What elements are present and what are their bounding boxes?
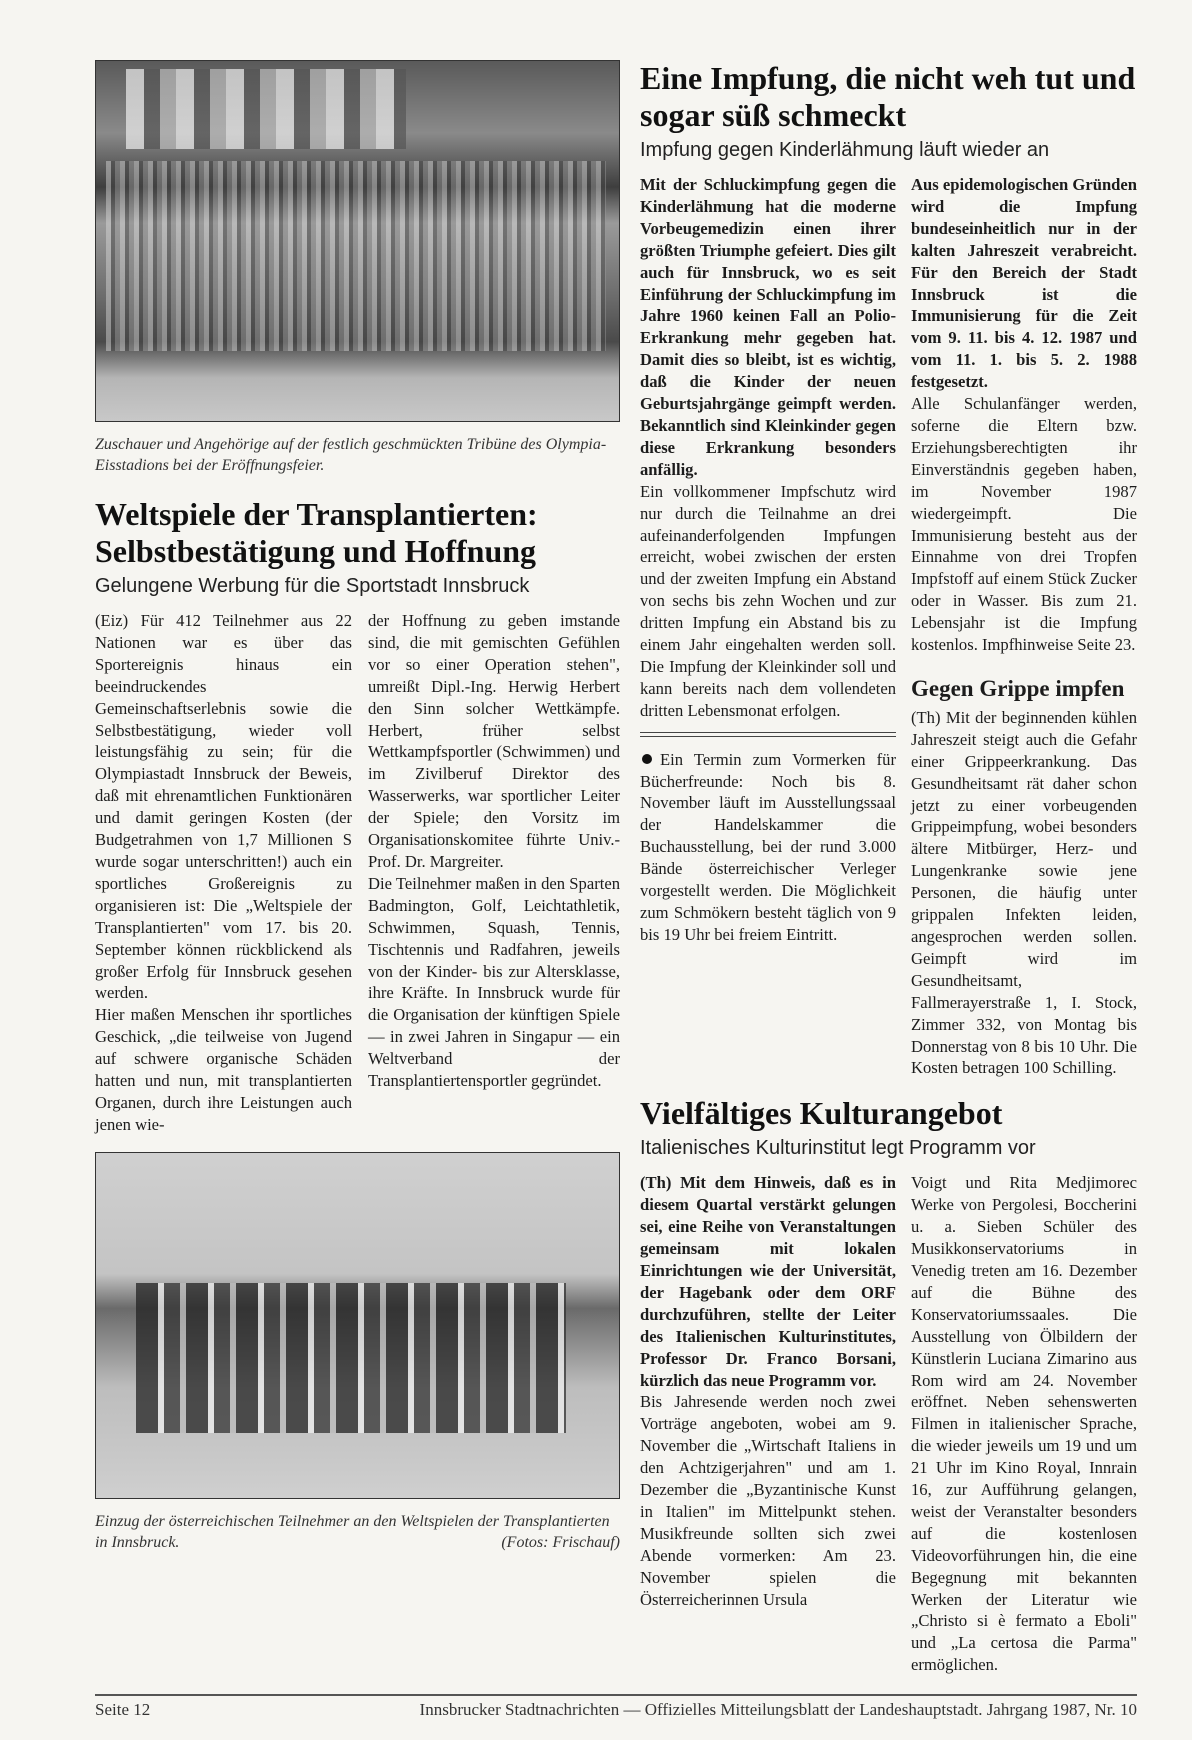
- photo-athletes-parade: [95, 1152, 620, 1499]
- page-columns: [95, 60, 1137, 1676]
- impfung-column-2-wrap: [911, 174, 1137, 1079]
- impfung-column-2: [911, 174, 1137, 656]
- kultur-column-2: Voigt und Rita Medjimorec Werke von Pergolesi, Boccherini u. a. Sieben Schüler des Musikkonservatoriums in Venedig treten am 16. Dezember auf die Bühne des Konservatoriumssaales. Die Ausstellung von Ölbildern der Künstlerin Luciana Zimarino aus Rom wird am 24. November eröffnet. Neben sehenswerten Filmen in italienischer Sprache, die wieder jeweils um 19 und um 21 Uhr im Kino Royal, Innrain 16, zur Aufführung gelangen, weist der Veranstalter besonders auf die kostenlosen Videovorführungen hin, die eine Begegnung mit bekannten Werken der Literatur wie „Christo si è fermato a Eboli" und „La certosa die Parma" ermöglichen.: [911, 1173, 1137, 1675]
- headline-weltspiele: Weltspiele der Transplantierten: Selbstbestätigung und Hoffnung: [95, 496, 538, 569]
- weltspiele-column-1: [95, 610, 352, 1136]
- paragraph: (Eiz) Für 412 Teilnehmer aus 22 Nationen war es über das Sportereignis hinaus ein beeindruckendes Gemeinschaftserlebnis sowie die Selbstbestätigung, wieder voll leistungsfähig zu sein; für die Olympiastadt Innsbruck der Beweis, daß mit ehrenamtlichen Funktionären und damit geringen Kosten (der Budgetrahmen von 1,7 Millionen S wurde sogar unterschritten!) auch ein sportliches Großereignis zu organisieren ist: Die „Weltspiele der Transplantierten" vom 17. bis 20. September können rückblickend als großer Erfolg für Innsbruck gesehen werden.: [95, 611, 352, 1003]
- headline-impfung: Eine Impfung, die nicht weh tut und sogar süß schmeckt: [640, 60, 1136, 133]
- lead-paragraph: Aus epidemologischen Gründen wird die Impfung bundeseinheitlich nur in der kalten Jahreszeit verabreicht. Für den Bereich der Stadt Innsbruck ist die Immunisierung für die Zeit vom 9. 11. bis 4. 12. 1987 und vom 11. 1. bis 5. 2. 1988 festgesetzt.: [911, 175, 1137, 392]
- footer-publication: Innsbrucker Stadtnachrichten — Offizielles Mitteilungsblatt der Landeshauptstadt. Jahrgang 1987, Nr. 10: [419, 1700, 1137, 1720]
- footer: [95, 1694, 1137, 1720]
- photo-stadium-tribune: [95, 60, 620, 422]
- bullet-icon: [642, 754, 652, 764]
- kultur-columns: [640, 1172, 1137, 1676]
- photo2-caption-text: Einzug der österreichischen Teilnehmer an den Weltspielen der Transplantierten in Innsbruck.: [95, 1512, 610, 1551]
- subheadline-weltspiele: Gelungene Werbung für die Sportstadt Innsbruck: [95, 575, 530, 597]
- notice-text: Ein Termin zum Vormerken für Bücherfreunde: Noch bis 8. November läuft im Ausstellungssaal der Handelskammer die Buchausstellung, bei der rund 3.000 Bände österreichischer Verleger vorgestellt werden. Die Möglichkeit zum Schmökern besteht täglich von 9 bis 19 Uhr bei freiem Eintritt.: [640, 749, 896, 944]
- grippe-body: (Th) Mit der beginnenden kühlen Jahreszeit steigt auch die Gefahr einer Grippeerkrankung. Das Gesundheitsamt rät daher schon jetzt zu einer vorbeugenden Grippeimpfung, wobei besonders ältere Mitbürger, Herz- und Lungenkranke sowie jene Personen, die häufig unter grippalen Infekten leiden, angesprochen werden sollen. Geimpft wird im Gesundheitsamt, Fallmerayerstraße 1, I. Stock, Zimmer 332, von Montag bis Donnerstag von 8 bis 10 Uhr. Die Kosten betragen 100 Schilling.: [911, 707, 1137, 1078]
- right-half: [640, 60, 1137, 1676]
- subheadline-kultur: Italienisches Kulturinstitut legt Programm vor: [640, 1137, 1036, 1160]
- paragraph: Ein vollkommener Impfschutz wird nur durch die Teilnahme an drei aufeinanderfolgenden Impfungen erreicht, wobei zwischen der ersten und der zweiten Impfung ein Abstand von sechs bis zehn Wochen und zur dritten Impfung ein Abstand bis zu einem Jahr eingehalten werden soll. Die Impfung der Kleinkinder soll und kann bereits nach dem vollendeten dritten Lebensmonat erfolgen.: [640, 481, 896, 720]
- subheadline-impfung: Impfung gegen Kinderlähmung läuft wieder an: [640, 139, 1050, 161]
- notice-buecher: [640, 749, 896, 946]
- photo1-caption: Zuschauer und Angehörige auf der festlich geschmückten Tribüne des Olympia-Eisstadions bei der Eröffnungsfeier.: [95, 436, 607, 474]
- paragraph: Bis Jahresende werden noch zwei Vorträge angeboten, wobei am 9. November die „Wirtschaft Italiens in den Achtzigerjahren" und am 1. Dezember die „Byzantinische Kunst in Italien" im Mittelpunkt stehen. Musikfreunde sollten sich zwei Abende vormerken: Am 23. November spielen die Österreicherinnen Ursula: [640, 1392, 896, 1609]
- paragraph: Alle Schulanfänger werden, soferne die Eltern bzw. Erziehungsberechtigten ihr Einverständnis gegeben haben, im November 1987 wiedergeimpft. Die Immunisierung besteht aus der Einnahme von drei Tropfen Impfstoff auf einem Stück Zucker oder in Wasser. Bis zum 21. Lebensjahr ist die Impfung kostenlos. Impfhinweise Seite 23.: [911, 394, 1137, 655]
- photo-credit: (Fotos: Frischauf): [501, 1533, 620, 1551]
- weltspiele-columns: [95, 610, 620, 1136]
- paragraph: Hier maßen Menschen ihr sportliches Geschick, „die teilweise von Jugend auf schwere organische Schäden hatten und nun, mit transplantierten Organen, durch ihre Leistungen auch jenen wie-: [95, 1005, 352, 1134]
- photo2-caption: [95, 1511, 620, 1553]
- kultur-column-1: [640, 1172, 896, 1610]
- paragraph: der Hoffnung zu geben imstande sind, die mit gemischten Gefühlen vor so einer Operation stehen", umreißt Dipl.-Ing. Herwig Herbert den Sinn solcher Wettkämpfe. Herbert, früher selbst Wettkampfsportler (Schwimmen) und im Zivilberuf Direktor des Wasserwerks, war sportlicher Leiter der Spiele; den Vorsitz im Organisationskomitee führte Univ.-Prof. Dr. Margreiter.: [368, 611, 620, 871]
- impfung-column-1: [640, 174, 896, 722]
- impfung-columns: [640, 174, 1137, 1079]
- headline-kultur: Vielfältiges Kulturangebot: [640, 1095, 1003, 1132]
- lead-paragraph: Mit der Schluckimpfung gegen die Kinderlähmung hat die moderne Vorbeugemedizin einen ihrer größten Triumphe gefeiert. Dies gilt auch für Innsbruck, wo es seit Einführung der Schluckimpfung im Jahre 1960 keinen Fall an Polio-Erkrankung mehr gegeben hat. Damit dies so bleibt, ist es wichtig, daß die Kinder der neuen Geburtsjahrgänge geimpft werden. Bekanntlich sind Kleinkinder gegen diese Erkrankung besonders anfällig.: [640, 175, 896, 479]
- weltspiele-column-2: [368, 610, 620, 1092]
- footer-page-number: Seite 12: [95, 1700, 151, 1720]
- double-rule-divider: [640, 732, 896, 737]
- lead-paragraph: (Th) Mit dem Hinweis, daß es in diesem Quartal verstärkt gelungen sei, eine Reihe von Veranstaltungen gemeinsam mit lokalen Einrichtungen wie der Universität, der Hagebank oder dem ORF durchzuführen, stellte der Leiter des Italienischen Kulturinstitutes, Professor Dr. Franco Borsani, kürzlich das neue Programm vor.: [640, 1173, 896, 1390]
- headline-grippe: Gegen Grippe impfen: [911, 675, 1125, 701]
- impfung-column-1-wrap: [640, 174, 896, 946]
- paragraph: Die Teilnehmer maßen in den Sparten Badmington, Golf, Leichtathletik, Schwimmen, Squash, Tennis, Tischtennis und Radfahren, jeweils von der Kinder- bis zur Altersklasse, ihre Kräfte. In Innsbruck wurde für die Organisation der künftigen Spiele — in zwei Jahren in Singapur — ein Weltverband der Transplantiertensportler gegründet.: [368, 873, 620, 1091]
- left-half: [95, 60, 620, 1553]
